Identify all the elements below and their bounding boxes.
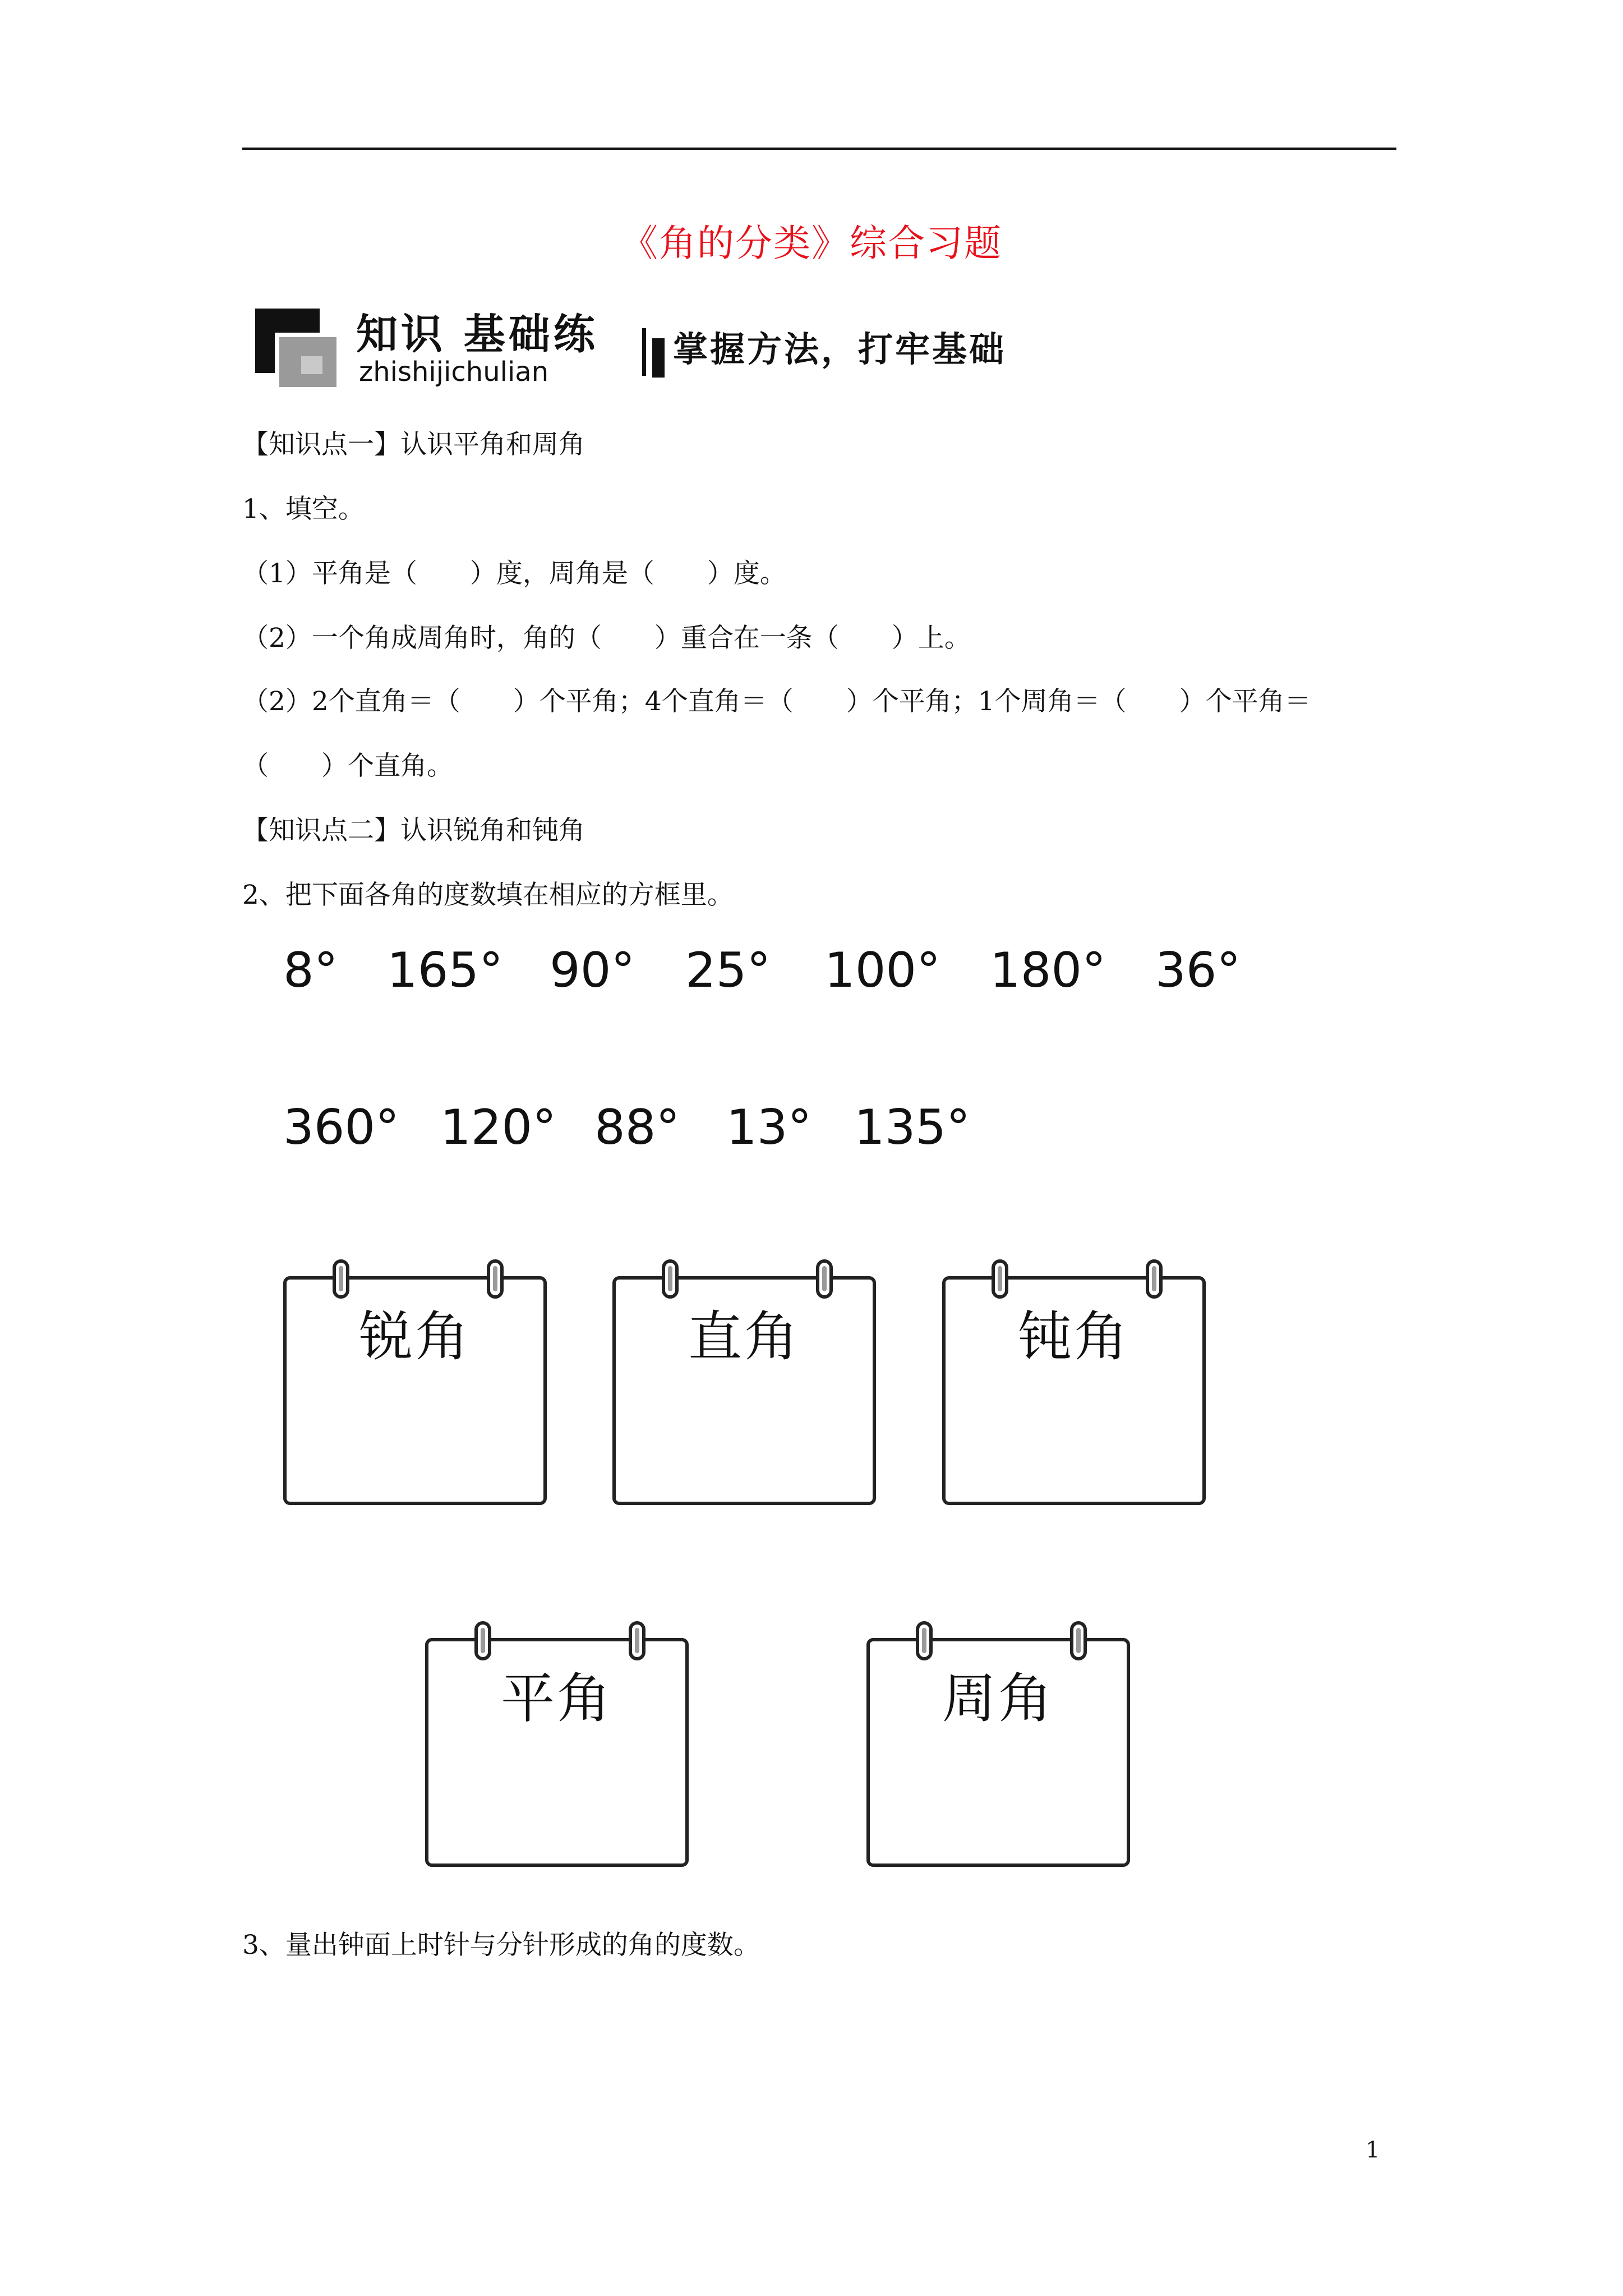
degree-value: 135°	[854, 1099, 971, 1156]
question-1-2: （2）一个角成周角时，角的（ ）重合在一条（ ）上。	[242, 623, 971, 654]
question-1-1: （1）平角是（ ）度，周角是（ ）度。	[242, 558, 786, 589]
banner-heading: 知识 基础练	[356, 310, 598, 358]
box-label: 锐角	[359, 1305, 471, 1368]
degree-value: 360°	[283, 1099, 400, 1156]
question-3: 3、量出钟面上时针与分针形成的角的度数。	[242, 1930, 760, 1961]
section1-header: 【知识点一】认识平角和周角	[242, 429, 585, 460]
degree-value: 8°	[283, 942, 338, 999]
binder-ring-icon	[816, 1259, 833, 1299]
degree-value: 88°	[594, 1099, 680, 1156]
degree-value: 180°	[990, 942, 1106, 999]
binder-ring-icon	[629, 1621, 645, 1660]
page-title: 《角的分类》综合习题	[621, 222, 1002, 265]
binder-ring-icon	[1070, 1621, 1087, 1660]
answer-box-acute[interactable]	[283, 1276, 547, 1505]
box-label: 钝角	[1018, 1305, 1130, 1368]
box-label: 直角	[688, 1305, 800, 1368]
banner-pinyin: zhishijichulian	[359, 356, 549, 388]
binder-ring-icon	[333, 1259, 349, 1299]
answer-box-right[interactable]	[612, 1276, 876, 1505]
answer-box-straight[interactable]	[425, 1638, 689, 1867]
binder-ring-icon	[1146, 1259, 1163, 1299]
binder-ring-icon	[487, 1259, 504, 1299]
question-1-3: （2）2个直角＝（ ）个平角；4个直角＝（ ）个平角；1个周角＝（ ）个平角＝	[242, 686, 1311, 717]
page-number: 1	[1366, 2137, 1380, 2163]
section2-header: 【知识点二】认识锐角和钝角	[242, 815, 585, 846]
question-1-3-cont: （ ）个直角。	[242, 751, 453, 781]
degree-value: 13°	[726, 1099, 812, 1156]
answer-box-round[interactable]	[866, 1638, 1130, 1867]
degree-value: 165°	[387, 942, 504, 999]
degree-value: 25°	[685, 942, 771, 999]
binder-ring-icon	[916, 1621, 933, 1660]
banner-logo-square-light	[301, 356, 322, 374]
degree-value: 90°	[550, 942, 635, 999]
degree-value: 120°	[440, 1099, 557, 1156]
question-1: 1、填空。	[242, 494, 365, 524]
degree-value: 36°	[1155, 942, 1241, 999]
binder-ring-icon	[662, 1259, 679, 1299]
banner-tagline: 掌握方法，打牢基础	[673, 329, 1007, 370]
header-rule	[242, 148, 1396, 150]
banner-divider-thick	[652, 338, 665, 378]
answer-box-obtuse[interactable]	[942, 1276, 1206, 1505]
question-2: 2、把下面各角的度数填在相应的方框里。	[242, 880, 734, 910]
box-label: 周角	[942, 1667, 1054, 1730]
banner-divider	[642, 328, 646, 376]
section-banner	[255, 306, 1035, 390]
degree-value: 100°	[824, 942, 941, 999]
binder-ring-icon	[992, 1259, 1008, 1299]
binder-ring-icon	[474, 1621, 491, 1660]
box-label: 平角	[501, 1667, 613, 1730]
